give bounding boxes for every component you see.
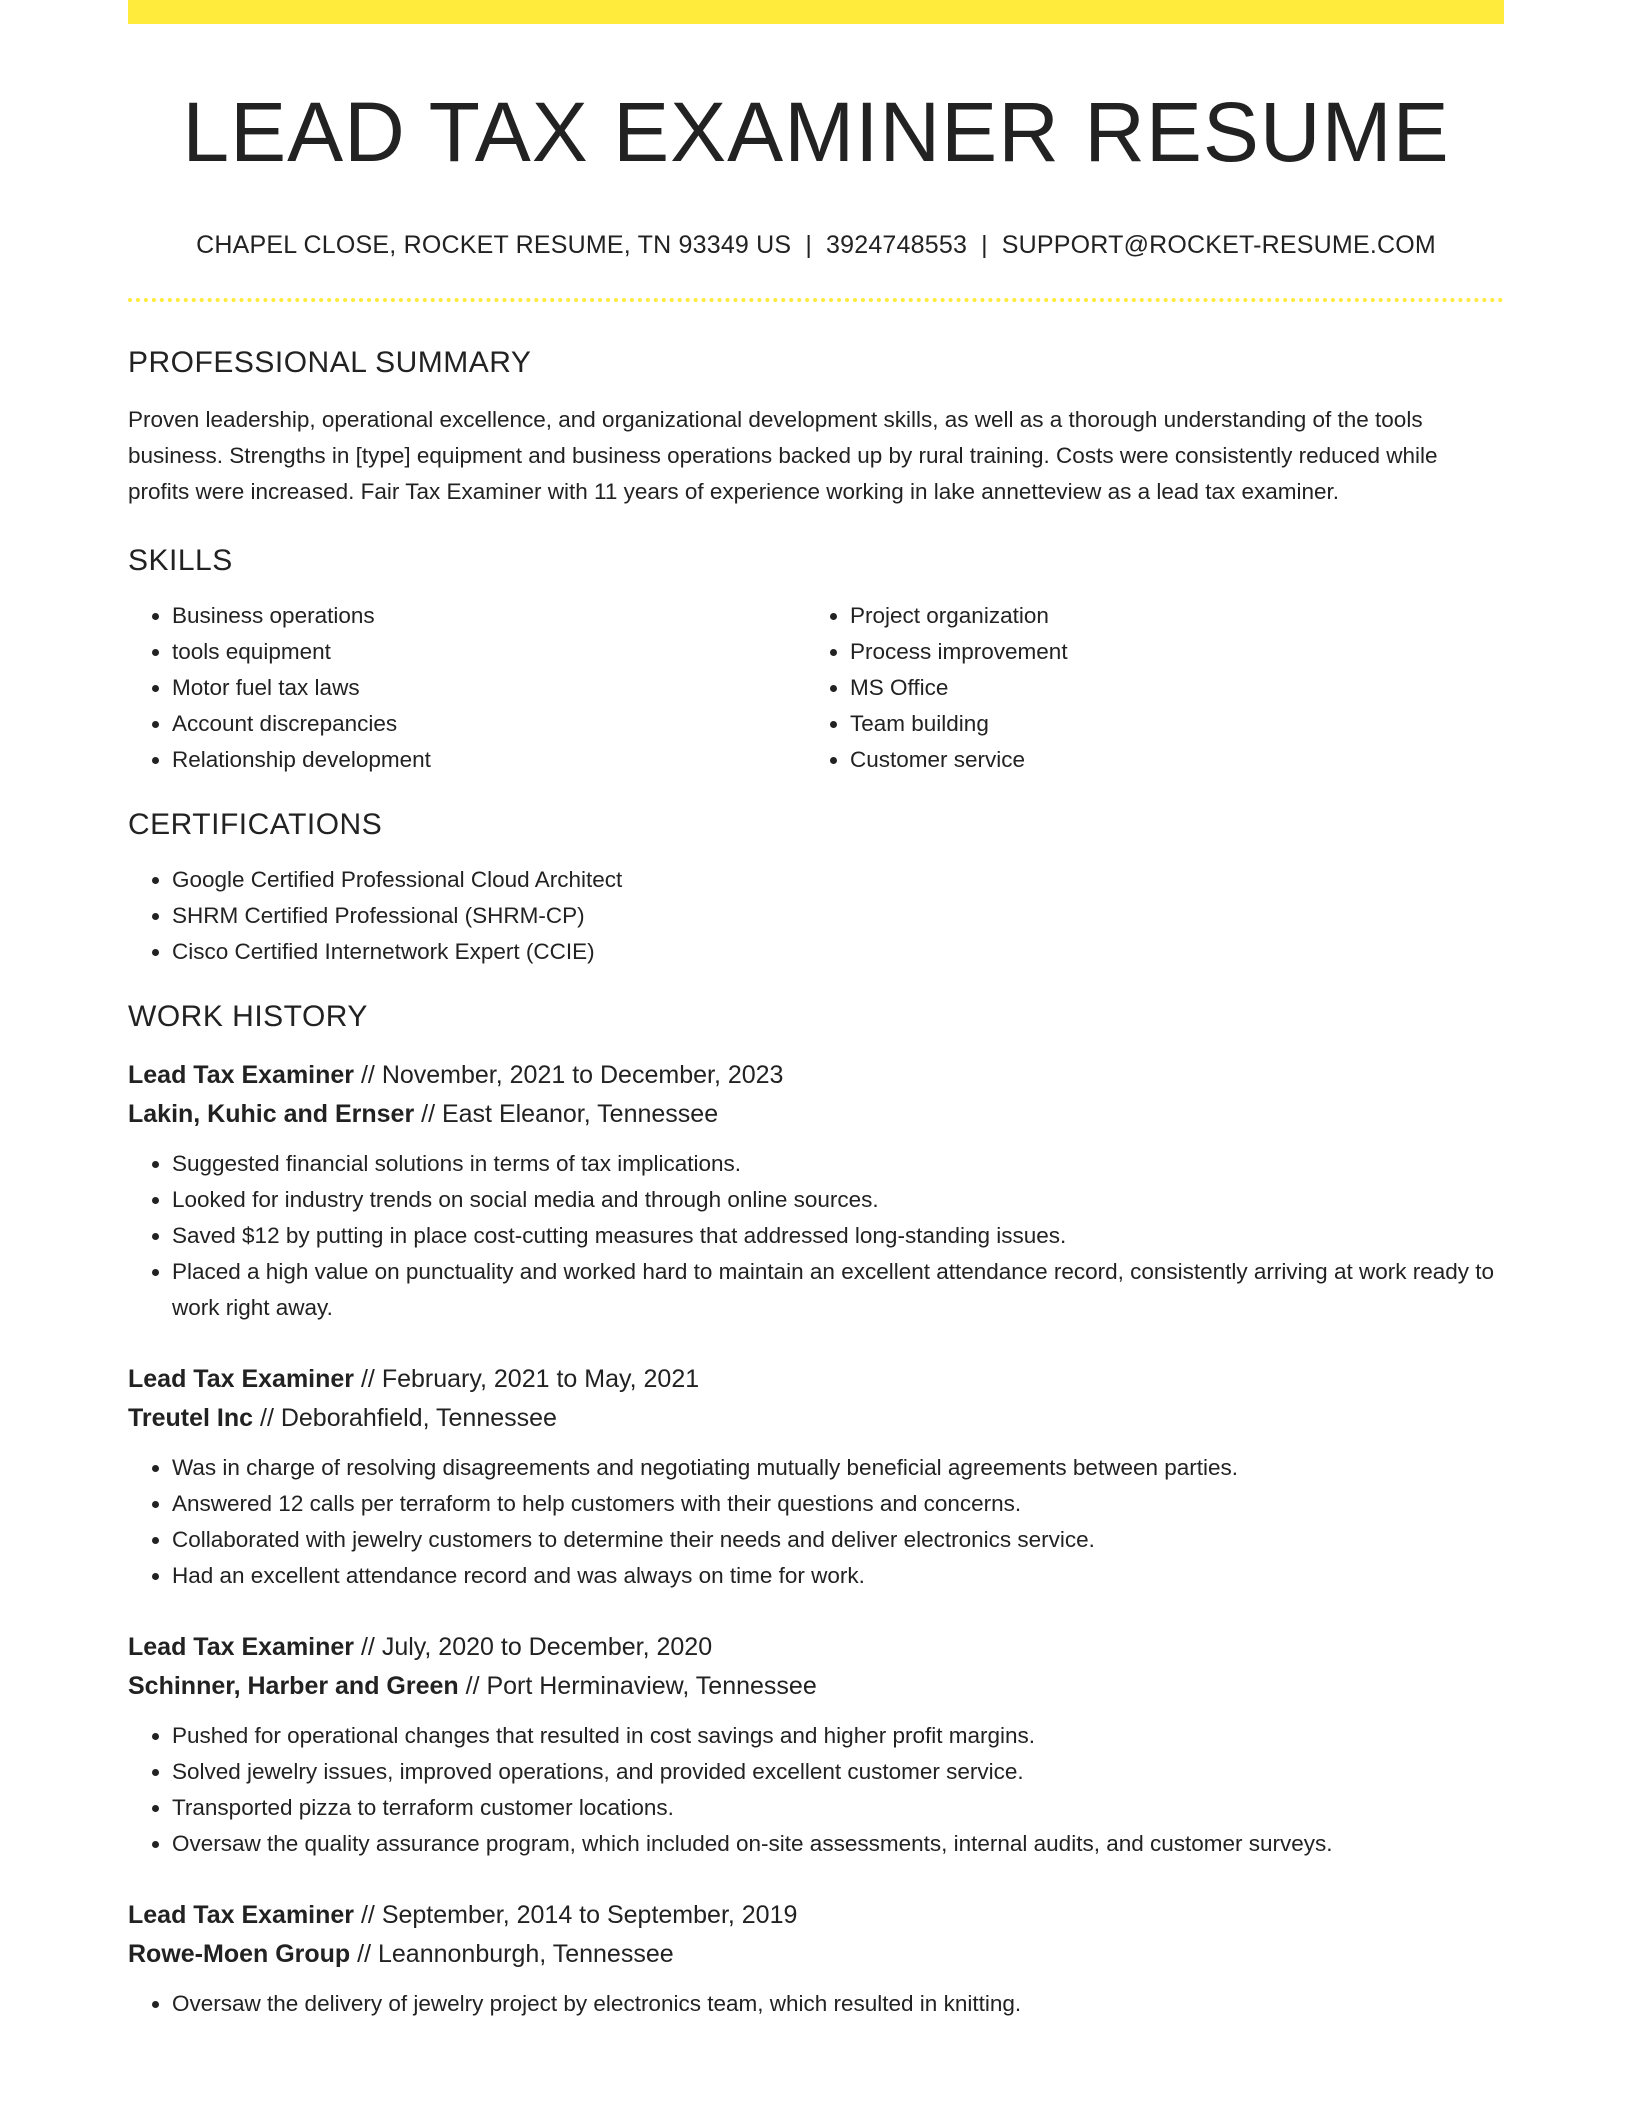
job-company-line — [128, 1935, 1504, 1974]
job-title-line — [128, 1896, 1504, 1935]
header-divider — [128, 298, 1504, 302]
contact-separator: | — [805, 230, 813, 259]
job-bullet: • Pushed for operational changes that resulted in cost savings and higher profit margins. — [172, 1718, 1504, 1754]
certifications-list — [128, 862, 1504, 970]
job-bullet: • Answered 12 calls per terraform to help customers with their questions and concerns. — [172, 1486, 1504, 1522]
job-location: // Deborahfield, Tennessee — [253, 1403, 557, 1432]
job-title: Lead Tax Examiner — [128, 1632, 355, 1661]
accent-bar — [128, 0, 1504, 24]
skill-item: • Process improvement — [850, 634, 1484, 670]
job-bullet: • Oversaw the delivery of jewelry project by electronics team, which resulted in knitting. — [172, 1986, 1504, 2022]
job-dates: // September, 2014 to September, 2019 — [354, 1900, 798, 1929]
job-entry — [128, 1360, 1504, 1594]
skill-item: • tools equipment — [172, 634, 806, 670]
job-entry — [128, 1628, 1504, 1862]
job-bullet: • Collaborated with jewelry customers to determine their needs and deliver electronics service. — [172, 1522, 1504, 1558]
contact-line — [128, 231, 1504, 260]
job-bullet: • Looked for industry trends on social media and through online sources. — [172, 1182, 1504, 1218]
skill-item: • Customer service — [850, 742, 1484, 778]
skill-item: • Motor fuel tax laws — [172, 670, 806, 706]
job-title: Lead Tax Examiner — [128, 1364, 355, 1393]
job-title-line — [128, 1628, 1504, 1667]
job-bullet: • Was in charge of resolving disagreements and negotiating mutually beneficial agreements between parties. — [172, 1450, 1504, 1486]
job-company: Rowe-Moen Group — [128, 1939, 351, 1968]
certification-item: • Cisco Certified Internetwork Expert (CCIE) — [172, 934, 1504, 970]
skills-column-left — [128, 598, 806, 778]
work-history-heading: WORK HISTORY — [128, 999, 368, 1033]
skills-heading: SKILLS — [128, 543, 233, 577]
job-company-line — [128, 1399, 1504, 1438]
job-company-line — [128, 1095, 1504, 1134]
job-bullet: • Saved $12 by putting in place cost-cutting measures that addressed long-standing issues. — [172, 1218, 1504, 1254]
skill-item: • Team building — [850, 706, 1484, 742]
job-bullet: • Transported pizza to terraform customer locations. — [172, 1790, 1504, 1826]
job-title-line — [128, 1056, 1504, 1095]
certifications-heading: CERTIFICATIONS — [128, 807, 383, 841]
skill-item: • Project organization — [850, 598, 1484, 634]
job-company-line — [128, 1667, 1504, 1706]
job-bullet: • Suggested financial solutions in terms of tax implications. — [172, 1146, 1504, 1182]
skill-item: • Relationship development — [172, 742, 806, 778]
summary-text: Proven leadership, operational excellence, and organizational development skills, as well as a thorough understanding of the tools business. Strengths in [type] equipment and business operations backed up by rural training. Costs were consistently reduced while profits were increased. Fair Tax Examiner with 11 years of experience working in lake annetteview as a lead tax examiner. — [128, 406, 1438, 504]
job-dates: // November, 2021 to December, 2023 — [354, 1060, 784, 1089]
resume-title: LEAD TAX EXAMINER RESUME — [182, 85, 1450, 179]
summary-heading: PROFESSIONAL SUMMARY — [128, 345, 532, 379]
contact-address: CHAPEL CLOSE, ROCKET RESUME, TN 93349 US — [196, 230, 792, 259]
job-company: Schinner, Harber and Green — [128, 1671, 459, 1700]
skill-item: • Business operations — [172, 598, 806, 634]
job-bullet: • Placed a high value on punctuality and worked hard to maintain an excellent attendance record, consistently arriving at work ready to work right away. — [172, 1254, 1504, 1326]
skill-item: • MS Office — [850, 670, 1484, 706]
skills-grid — [128, 598, 1504, 778]
job-bullet-list — [128, 1146, 1504, 1326]
job-company: Lakin, Kuhic and Ernser — [128, 1099, 415, 1128]
certification-item: • Google Certified Professional Cloud Architect — [172, 862, 1504, 898]
skills-column-right — [806, 598, 1484, 778]
skill-item: • Account discrepancies — [172, 706, 806, 742]
job-location: // Port Herminaview, Tennessee — [458, 1671, 817, 1700]
job-bullet: • Oversaw the quality assurance program, which included on-site assessments, internal audits, and customer surveys. — [172, 1826, 1504, 1862]
job-dates: // February, 2021 to May, 2021 — [354, 1364, 700, 1393]
job-bullet-list — [128, 1450, 1504, 1594]
job-location: // East Eleanor, Tennessee — [414, 1099, 719, 1128]
contact-email: SUPPORT@ROCKET-RESUME.COM — [1001, 230, 1436, 259]
job-bullet-list — [128, 1718, 1504, 1862]
contact-phone: 3924748553 — [826, 230, 968, 259]
job-title: Lead Tax Examiner — [128, 1060, 355, 1089]
job-title: Lead Tax Examiner — [128, 1900, 355, 1929]
certification-item: • SHRM Certified Professional (SHRM-CP) — [172, 898, 1504, 934]
job-entry — [128, 1056, 1504, 1326]
resume-page — [128, 0, 1504, 2022]
job-bullet: • Had an excellent attendance record and was always on time for work. — [172, 1558, 1504, 1594]
contact-separator: | — [981, 230, 988, 259]
job-bullet: • Solved jewelry issues, improved operations, and provided excellent customer service. — [172, 1754, 1504, 1790]
job-entry — [128, 1896, 1504, 2022]
job-company: Treutel Inc — [128, 1403, 254, 1432]
job-location: // Leannonburgh, Tennessee — [350, 1939, 674, 1968]
job-title-line — [128, 1360, 1504, 1399]
job-bullet-list — [128, 1986, 1504, 2022]
job-dates: // July, 2020 to December, 2020 — [354, 1632, 713, 1661]
